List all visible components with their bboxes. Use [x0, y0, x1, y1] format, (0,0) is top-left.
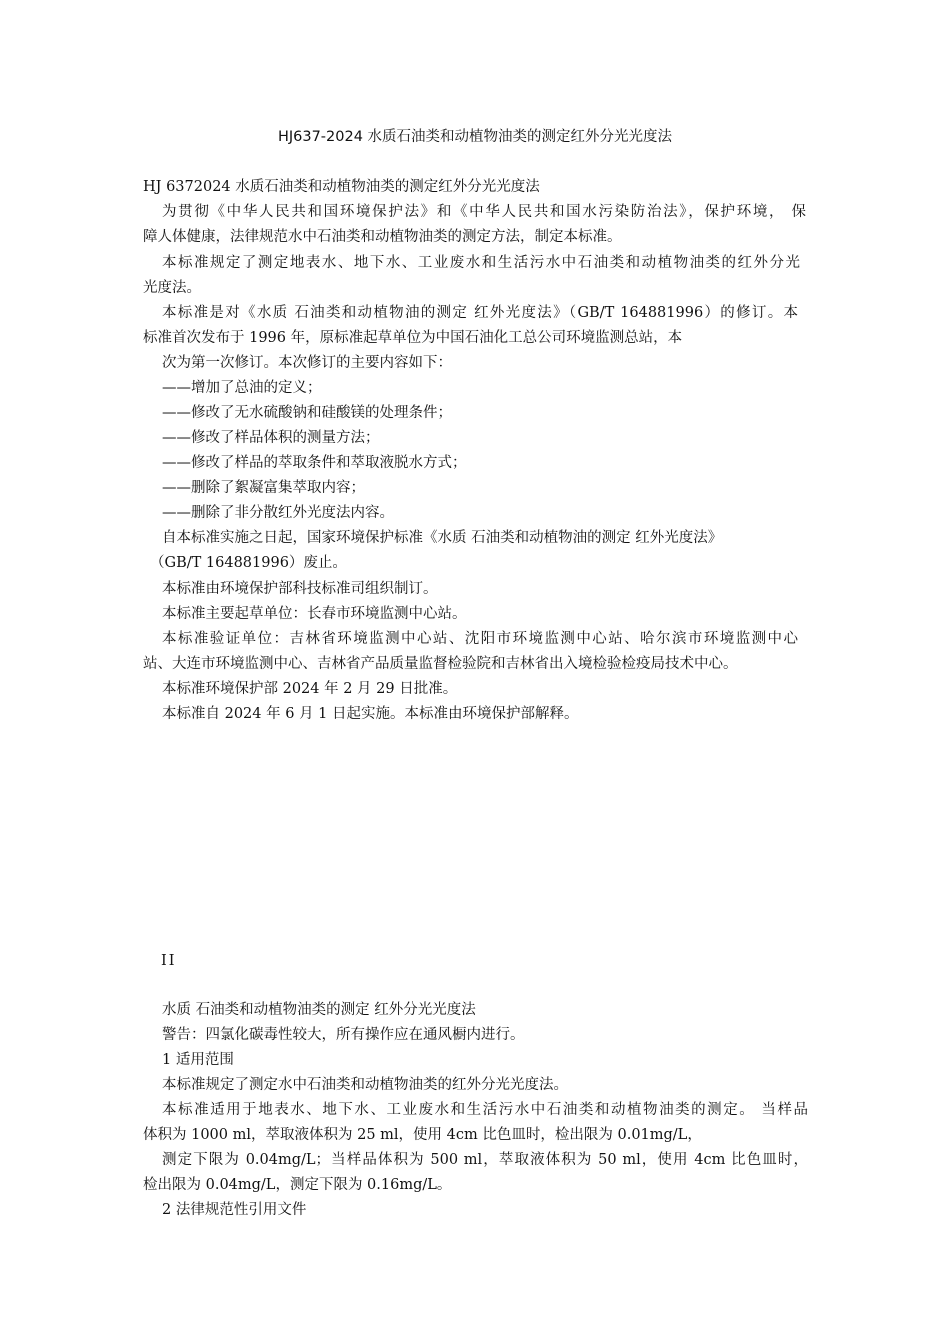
foreword-paragraph-4-line-1: 自本标准实施之日起，国家环境保护标准《水质 石油类和动植物油的测定 红外光度法》 — [162, 530, 723, 546]
section-1-paragraph-1: 本标准规定了测定水中石油类和动植物油类的红外分光光度法。 — [162, 1077, 568, 1093]
foreword-paragraph-7-line-2: 站、大连市环境监测中心、吉林省产品质量监督检验院和吉林省出入境检验检疫局技术中心。 — [143, 656, 738, 672]
section-1-paragraph-2-line-2: 体积为 1000 ml，萃取液体积为 25 ml，使用 4cm 比色皿时，检出限为 0.01mg/L， — [143, 1127, 702, 1143]
section-1-paragraph-2-line-4: 检出限为 0.04mg/L，测定下限为 0.16mg/L。 — [143, 1177, 452, 1193]
change-item: ——删除了非分散红外光度法内容。 — [162, 505, 394, 521]
foreword-paragraph-1-line-2: 障人体健康，法律规范水中石油类和动植物油类的测定方法，制定本标准。 — [143, 229, 622, 245]
section-1-paragraph-2-line-3: 测定下限为 0.04mg/L；当样品体积为 500 ml，萃取液体积为 50 ml，使用 4cm 比色皿时， — [162, 1152, 808, 1168]
change-item: ——修改了样品体积的测量方法； — [162, 430, 380, 446]
section-1-title: 1 适用范围 — [162, 1052, 234, 1068]
foreword-paragraph-3-line-1: 本标准是对《水质 石油类和动植物油的测定 红外光度法》（GB/T 164881996）的修订。本 — [162, 305, 798, 321]
document-title: HJ637-2024 水质石油类和动植物油类的测定红外分光光度法 — [277, 129, 673, 145]
foreword-paragraph-9: 本标准自 2024 年 6 月 1 日起实施。本标准由环境保护部解释。 — [162, 706, 579, 722]
foreword-paragraph-6: 本标准主要起草单位：长春市环境监测中心站。 — [162, 606, 467, 622]
foreword-paragraph-4-line-2: （GB/T 164881996）废止。 — [150, 555, 347, 571]
section-2-title: 2 法律规范性引用文件 — [162, 1202, 307, 1218]
foreword-paragraph-7-line-1: 本标准验证单位：吉林省环境监测中心站、沈阳市环境监测中心站、哈尔滨市环境监测中心 — [162, 631, 798, 647]
foreword-paragraph-2-line-2: 光度法。 — [143, 280, 201, 296]
foreword-paragraph-2-line-1: 本标准规定了测定地表水、地下水、工业废水和生活污水中石油类和动植物油类的红外分光 — [162, 255, 800, 271]
warning-text: 警告：四氯化碳毒性较大，所有操作应在通风橱内进行。 — [162, 1027, 525, 1043]
foreword-heading: HJ 6372024 水质石油类和动植物油类的测定红外分光光度法 — [143, 179, 540, 195]
foreword-paragraph-1-line-1: 为贯彻《中华人民共和国环境保护法》和《中华人民共和国水污染防治法》，保护环境， 保 — [162, 204, 806, 220]
section-1-paragraph-2-line-1: 本标准适用于地表水、地下水、工业废水和生活污水中石油类和动植物油类的测定。 当样品 — [162, 1102, 808, 1118]
foreword-paragraph-8: 本标准环境保护部 2024 年 2 月 29 日批准。 — [162, 681, 458, 697]
change-item: ——增加了总油的定义； — [162, 380, 322, 396]
foreword-paragraph-5: 本标准由环境保护部科技标准司组织制订。 — [162, 581, 438, 597]
foreword-paragraph-3-line-2: 标准首次发布于 1996 年，原标准起草单位为中国石油化工总公司环境监测总站，本 — [143, 330, 683, 346]
main-heading: 水质 石油类和动植物油类的测定 红外分光光度法 — [162, 1002, 476, 1018]
page-number: II — [161, 953, 177, 969]
foreword-paragraph-3-line-3: 次为第一次修订。本次修订的主要内容如下： — [162, 355, 452, 371]
change-item: ——修改了样品的萃取条件和萃取液脱水方式； — [162, 455, 467, 471]
change-item: ——修改了无水硫酸钠和硅酸镁的处理条件； — [162, 405, 452, 421]
change-item: ——删除了絮凝富集萃取内容； — [162, 480, 365, 496]
